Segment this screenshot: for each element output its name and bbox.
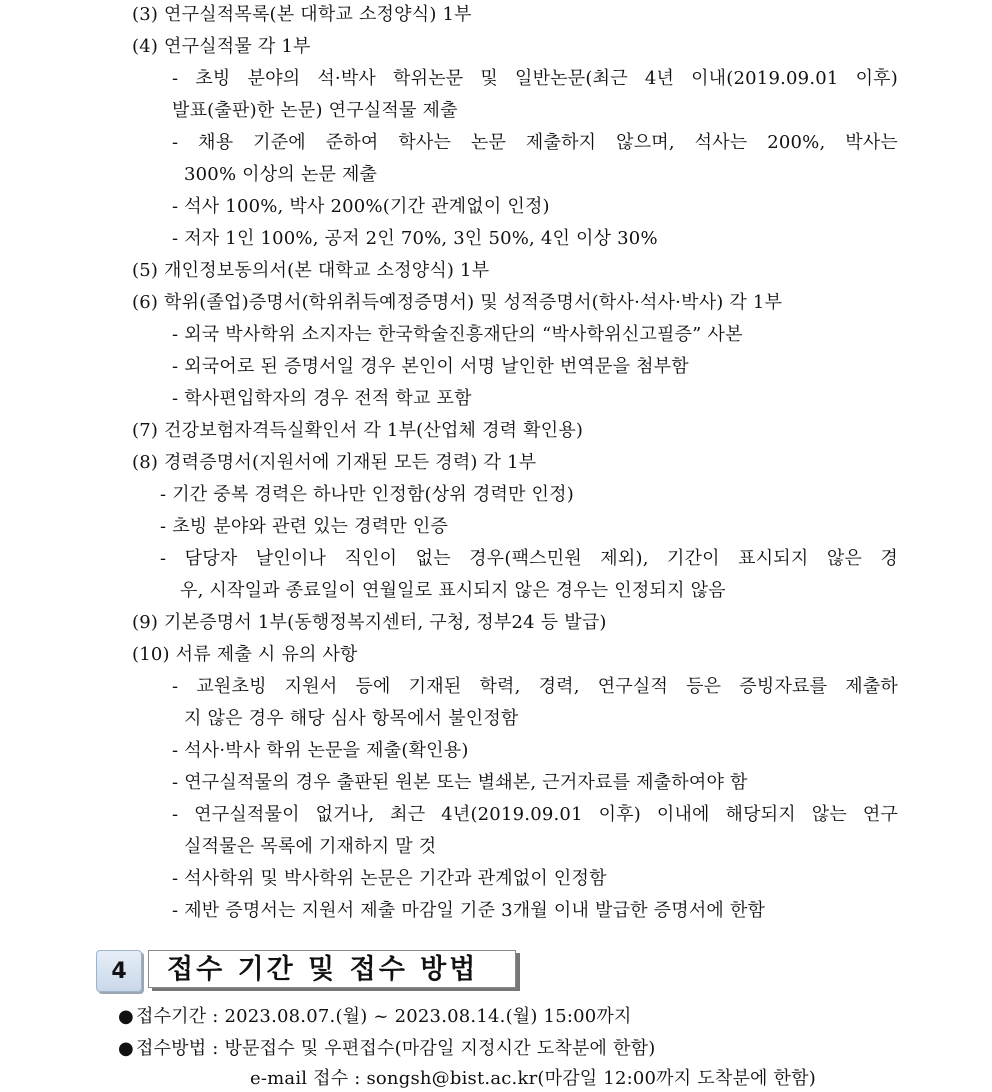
item-10: (10) 서류 제출 시 유의 사항 [132, 644, 358, 665]
item-8: (8) 경력증명서(지원서에 기재된 모든 경력) 각 1부 [132, 452, 537, 473]
item-6-sub-1: - 외국 박사학위 소지자는 한국학술진흥재단의 “박사학위신고필증” 사본 [172, 324, 743, 345]
item-6-sub-2: - 외국어로 된 증명서일 경우 본인이 서명 날인한 번역문을 첨부함 [172, 356, 689, 377]
section-title: 접수 기간 및 접수 방법 [148, 950, 516, 988]
item-7: (7) 건강보험자격득실확인서 각 1부(산업체 경력 확인용) [132, 420, 584, 441]
item-8-sub-2: - 초빙 분야와 관련 있는 경력만 인증 [160, 516, 449, 537]
item-8-sub-1: - 기간 중복 경력은 하나만 인정함(상위 경력만 인정) [160, 484, 574, 505]
item-4-sub-2: - 채용 기준에 준하여 학사는 논문 제출하지 않으며, 석사는 200%, 박사는 [172, 132, 898, 153]
item-4-sub-2-cont: 300% 이상의 논문 제출 [184, 164, 378, 185]
item-10-sub-3: - 연구실적물의 경우 출판된 원본 또는 별쇄본, 근거자료를 제출하여야 함 [172, 772, 748, 793]
item-5: (5) 개인정보동의서(본 대학교 소정양식) 1부 [132, 260, 490, 281]
item-4: (4) 연구실적물 각 1부 [132, 36, 311, 57]
item-8-sub-3: - 담당자 날인이나 직인이 없는 경우(팩스민원 제외), 기간이 표시되지 않은 경 [160, 548, 898, 569]
item-10-sub-6: - 제반 증명서는 지원서 제출 마감일 기준 3개월 이내 발급한 증명서에 한함 [172, 900, 766, 921]
email-reception-line: e-mail 접수 : songsh@bist.ac.kr(마감일 12:00까지 도착분에 한함) [250, 1068, 816, 1089]
reception-period-text: 접수기간 : 2023.08.07.(월) ~ 2023.08.14.(월) 15:00까지 [136, 1006, 632, 1027]
section-4-header [96, 948, 522, 994]
item-10-sub-2: - 석사·박사 학위 논문을 제출(확인용) [172, 740, 469, 761]
item-10-sub-1: - 교원초빙 지원서 등에 기재된 학력, 경력, 연구실적 등은 증빙자료를 제출하 [172, 676, 898, 697]
reception-method-text: 접수방법 : 방문접수 및 우편접수(마감일 지정시간 도착분에 한함) [136, 1038, 656, 1059]
item-6: (6) 학위(졸업)증명서(학위취득예정증명서) 및 성적증명서(학사·석사·박사) 각 1부 [132, 292, 783, 313]
item-4-sub-3: - 석사 100%, 박사 200%(기간 관계없이 인정) [172, 196, 550, 217]
bullet-dot-icon: ● [118, 1006, 134, 1027]
bullet-reception-period [118, 1004, 632, 1030]
item-3: (3) 연구실적목록(본 대학교 소정양식) 1부 [132, 4, 472, 25]
bullet-reception-method [118, 1036, 655, 1062]
item-10-sub-4-cont: 실적물은 목록에 기재하지 말 것 [184, 836, 437, 857]
item-4-sub-1: - 초빙 분야의 석·박사 학위논문 및 일반논문(최근 4년 이내(2019.09.01 이후) [172, 68, 898, 89]
item-9: (9) 기본증명서 1부(동행정복지센터, 구청, 정부24 등 발급) [132, 612, 607, 633]
item-10-sub-5: - 석사학위 및 박사학위 논문은 기간과 관계없이 인정함 [172, 868, 607, 889]
item-4-sub-4: - 저자 1인 100%, 공저 2인 70%, 3인 50%, 4인 이상 30% [172, 228, 658, 249]
item-10-sub-1-cont: 지 않은 경우 해당 심사 항목에서 불인정함 [184, 708, 519, 729]
item-6-sub-3: - 학사편입학자의 경우 전적 학교 포함 [172, 388, 472, 409]
bullet-dot-icon: ● [118, 1038, 134, 1059]
item-8-sub-3-cont: 우, 시작일과 종료일이 연월일로 표시되지 않은 경우는 인정되지 않음 [180, 580, 726, 601]
item-10-sub-4: - 연구실적물이 없거나, 최근 4년(2019.09.01 이후) 이내에 해당되지 않는 연구 [172, 804, 898, 825]
item-4-sub-1-cont: 발표(출판)한 논문) 연구실적물 제출 [172, 100, 458, 121]
section-number-badge: 4 [96, 950, 142, 992]
